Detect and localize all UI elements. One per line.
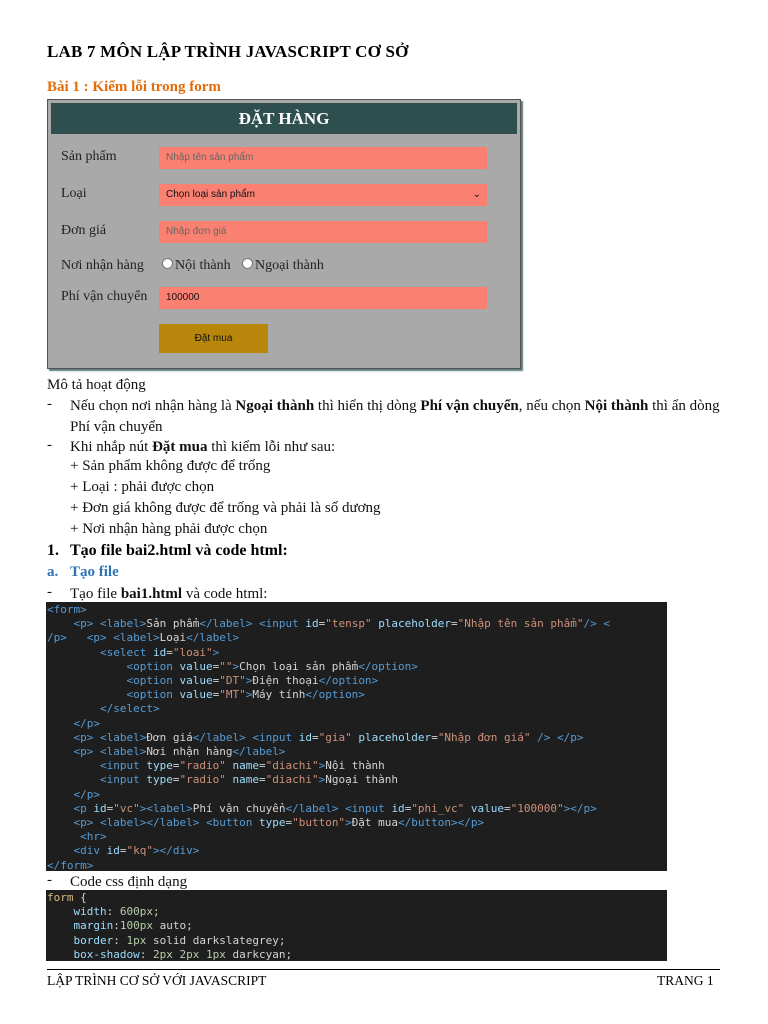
code-token: > [345,816,352,830]
bullet-dash: - [47,872,52,888]
step-create-file [47,584,727,604]
code-token: = [106,801,114,815]
order-form-screenshot [47,99,521,369]
code-token: darkcyan; [225,947,293,961]
footer-divider [47,969,720,970]
code-token [47,702,100,715]
shipping-label: Phí vận chuyển [61,289,148,304]
code-token: <select [99,645,147,659]
code-line [47,802,667,816]
radio-inner-city[interactable] [162,258,231,274]
code-token: <button [205,816,253,830]
check-item: + Loại : phải được chọn [70,479,215,495]
code-token: name [232,773,259,787]
code-token: type [146,773,173,787]
code-token: form [47,891,74,904]
code-token [47,759,100,772]
code-token: </button></p> [398,816,485,830]
code-token: Đơn giá [146,730,193,744]
code-token: </label> [199,617,253,631]
code-line [47,617,667,631]
code-token: <label> [113,631,160,645]
code-token: > [318,773,326,787]
code-token: <label> [100,617,147,631]
code-token [67,631,87,644]
bullet-1 [47,396,727,438]
text-run: và code html: [191,542,288,559]
text-run: bai2.html [126,542,192,559]
text-run: thì kiểm lỗi như sau: [207,439,336,455]
bullet-dash: - [47,584,52,600]
code-token [47,802,74,815]
section-1a-heading [47,564,119,581]
code-token [47,731,74,744]
code-token: /> [537,730,551,744]
code-token: <label> [100,730,147,744]
code-token: box-shadow [73,947,140,961]
step-css-text: Code css định dạng [70,874,188,890]
radio-outer-label: Ngoại thành [255,258,324,273]
code-token: = [318,617,326,631]
code-token: </select> [99,702,160,716]
radio-inner-label: Nội thành [175,258,231,273]
type-select[interactable] [159,184,487,206]
code-token: </p> [557,730,584,744]
code-line [47,660,667,674]
code-line [47,788,667,802]
text-run: Khi nhắp nút [70,439,153,455]
delivery-label: Nơi nhận hàng [61,258,144,273]
code-token [292,731,299,744]
code-line [47,891,667,905]
code-token: <input [345,801,385,815]
shipping-input[interactable]: 100000 [159,287,487,309]
code-token: <p> [73,617,94,631]
code-token: = [504,801,511,815]
code-token [252,617,259,630]
code-token: "diachi" [265,773,319,787]
code-token: 1px [126,933,147,947]
text-run: thì hiển thị dòng [314,398,421,414]
section-number: a. [47,564,59,580]
code-line [47,905,667,919]
code-token [146,646,153,659]
text-run: thì ẩn dòng Phí vận chuyển [70,398,720,435]
code-line [47,702,667,716]
code-token: </p> [73,716,100,730]
code-line [47,603,667,617]
price-input[interactable]: Nhập đơn giá [159,221,487,243]
code-token: </label> [186,631,240,645]
code-token: = [431,730,438,744]
check-item: + Nơi nhận hàng phải được chọn [70,521,268,537]
code-line [47,631,667,645]
code-token: <p> [86,631,107,645]
text-run: Tạo file [70,586,121,602]
code-token: placeholder [358,730,432,744]
code-token: Loại [159,631,187,645]
code-token: 100px [119,919,153,933]
code-token: Đặt mua [351,816,399,830]
code-token: width [73,905,107,919]
code-line [47,773,667,787]
code-token: = [119,844,127,858]
code-token: > [212,645,220,659]
code-token [47,674,126,687]
code-token: placeholder [378,617,452,631]
code-token: border [73,933,114,947]
code-token: "kq" [126,844,153,858]
code-token [464,802,471,815]
code-token: <input [99,773,140,787]
code-token: Ngoại thành [325,773,399,787]
code-token: "tensp" [325,617,372,631]
code-token: auto; [153,919,193,933]
check-item: + Sản phẩm không được để trống [70,458,271,474]
code-token: id [298,730,312,744]
code-line [47,859,667,873]
text-run-bold: Đặt mua [152,439,208,455]
code-token: "vc" [113,801,140,815]
bullet-dash: - [47,396,52,412]
code-line [47,816,667,830]
text-run: Tạo file [70,564,119,580]
code-line [47,759,667,773]
code-token: Phí vận chuyển [192,801,286,815]
text-run-bold: Phí vận chuyển [420,398,519,414]
code-token: > [232,659,240,673]
code-line [47,688,667,702]
code-token: = [404,801,412,815]
code-token: "diachi" [265,759,319,773]
text-run: Nếu chọn nơi nhận hàng là [70,398,236,414]
code-token: > [318,759,326,773]
exercise-heading: Bài 1 : Kiểm lỗi trong form [47,79,221,95]
code-token [47,745,74,758]
code-token: > [245,688,253,702]
code-token: = [172,759,180,773]
css-code-block [46,890,667,961]
code-token: > [139,801,147,815]
code-line [47,948,667,962]
code-token: : [113,933,127,947]
section-1-heading [47,542,288,560]
chevron-down-icon: ⌄ [472,189,481,200]
code-token: "100000" [510,801,564,815]
code-token: : [113,919,120,933]
footer-page-number: TRANG 1 [657,973,714,988]
bullet-dash: - [47,437,52,453]
code-token: <label> [146,801,193,815]
code-token: name [232,759,259,773]
code-token: solid darkslategrey; [146,933,286,947]
code-token: 2px 2px 1px [152,947,226,961]
code-token: "Nhập tên sản phẩm" [457,617,584,631]
code-token: </label> [192,730,246,744]
document-title: LAB 7 MÔN LẬP TRÌNH JAVASCRIPT CƠ SỞ [47,42,409,61]
code-token: "radio" [179,759,226,773]
code-token [47,816,74,829]
code-token: "gia" [318,730,352,744]
code-token: "Nhập đơn giá" [437,730,531,744]
code-line [47,919,667,933]
code-token: id [152,645,167,659]
code-token: = [172,773,180,787]
code-token: "radio" [179,773,226,787]
code-token: Điện thoại [252,674,319,688]
text-run-bold: Nội thành [584,398,649,414]
code-token: <p> [73,730,94,744]
order-button[interactable]: Đặt mua [159,324,268,353]
code-token: 600px [119,905,153,919]
code-token: <label> [100,745,147,759]
code-token: "button" [292,816,346,830]
check-item: + Đơn giá không được để trống và phải là số dương [70,500,381,516]
html-code-block [46,602,667,871]
product-input[interactable]: Nhập tên sản phẩm [159,147,487,169]
code-token: </p> [73,787,100,801]
code-line [47,934,667,948]
code-token: </option> [318,674,379,688]
code-token: = [212,659,220,673]
text-run-bold: Ngoại thành [235,398,315,414]
code-token: "loai" [172,645,213,659]
code-token: Máy tính [252,688,306,702]
code-line [47,731,667,745]
code-token: </option> [358,659,418,673]
code-token: type [258,816,286,830]
code-token [93,745,100,758]
bullet-1-text [70,396,730,438]
code-token: <p [73,801,87,815]
code-token [199,816,206,829]
code-token: <input [99,759,140,773]
code-token: = [166,645,173,659]
code-token: ></p> [563,801,597,815]
code-token: ></div> [153,844,200,858]
code-token: <input [252,730,293,744]
bullet-2 [47,437,727,458]
text-run: Tạo file [70,542,126,559]
code-token: </option> [305,688,365,702]
text-run: , nếu chọn [518,398,585,414]
code-token: </form> [47,858,94,872]
code-token: "" [219,659,233,673]
code-token: id [305,617,319,631]
code-line [47,745,667,759]
code-token [47,905,74,918]
radio-circle-icon [162,258,173,269]
code-token: = [212,688,220,702]
code-token: "MT" [219,688,246,702]
code-token: Sản phẩm [146,617,200,631]
code-line [47,717,667,731]
code-token [47,773,100,786]
code-token [47,717,74,730]
code-token [47,844,74,857]
price-label: Đơn giá [61,223,107,238]
code-token [47,919,74,932]
code-token: <form> [47,603,87,616]
product-label: Sản phẩm [61,149,117,164]
code-token: <hr> [80,830,107,844]
code-token: /> [583,617,597,631]
code-token: Nơi nhận hàng [146,745,233,759]
code-token [47,948,74,961]
code-line [47,646,667,660]
section-number: 1. [47,542,59,559]
code-token: <div [73,844,100,858]
code-token: { [73,891,87,904]
code-token: type [146,759,173,773]
code-token: <option [126,659,173,673]
code-token: = [258,773,266,787]
code-token [93,617,100,630]
code-token: <input [258,617,299,631]
code-token: = [285,816,293,830]
code-token: "phi_vc" [411,801,465,815]
code-token: = [258,759,266,773]
code-token [47,617,74,630]
code-token: value [470,801,505,815]
code-token: ; [153,905,160,919]
text-run-bold: bai1.html [120,586,183,602]
code-token: id [106,844,120,858]
code-token: margin [73,919,114,933]
code-token: value [179,674,213,688]
code-token: = [311,730,319,744]
text-run: và code html: [182,586,268,602]
code-token: id [391,801,405,815]
bullet-2-text [70,437,730,458]
code-token [47,660,126,673]
code-token [93,816,100,829]
code-line [47,830,667,844]
code-token: </label> [285,801,339,815]
code-token: <label></label> [100,816,200,830]
code-token: = [212,674,220,688]
code-token [252,816,259,829]
code-token: Chọn loại sản phẩm [239,659,359,673]
code-token [47,646,100,659]
code-token: < [603,617,611,631]
code-token: /p> [47,631,67,645]
code-token [47,830,80,843]
footer-course-name: LẬP TRÌNH CƠ SỞ VỚI JAVASCRIPT [47,973,267,988]
code-token: <p> [73,816,94,830]
code-token: : [106,905,120,919]
code-token: </label> [232,745,286,759]
code-line [47,844,667,858]
type-select-value: Chọn loại sản phẩm [166,189,255,200]
radio-outer-city[interactable] [242,258,324,274]
code-token: <option [126,688,173,702]
radio-circle-icon [242,258,253,269]
code-token [47,934,74,947]
code-token [47,688,126,701]
code-token: Nội thành [325,759,385,773]
code-token: <p> [73,745,94,759]
code-line [47,674,667,688]
code-token: "DT" [219,674,246,688]
code-token: id [93,801,107,815]
step-css [47,872,727,892]
code-token: <option [126,674,173,688]
form-header: ĐẶT HÀNG [51,103,517,134]
code-token [47,788,74,801]
code-token [100,844,107,857]
description-heading: Mô tả hoạt động [47,377,146,393]
type-label: Loại [61,186,87,201]
code-token: = [451,617,458,631]
code-token: > [245,674,253,688]
code-token [93,731,100,744]
code-token: : [139,947,153,961]
code-token: value [179,688,213,702]
code-token: value [179,659,213,673]
